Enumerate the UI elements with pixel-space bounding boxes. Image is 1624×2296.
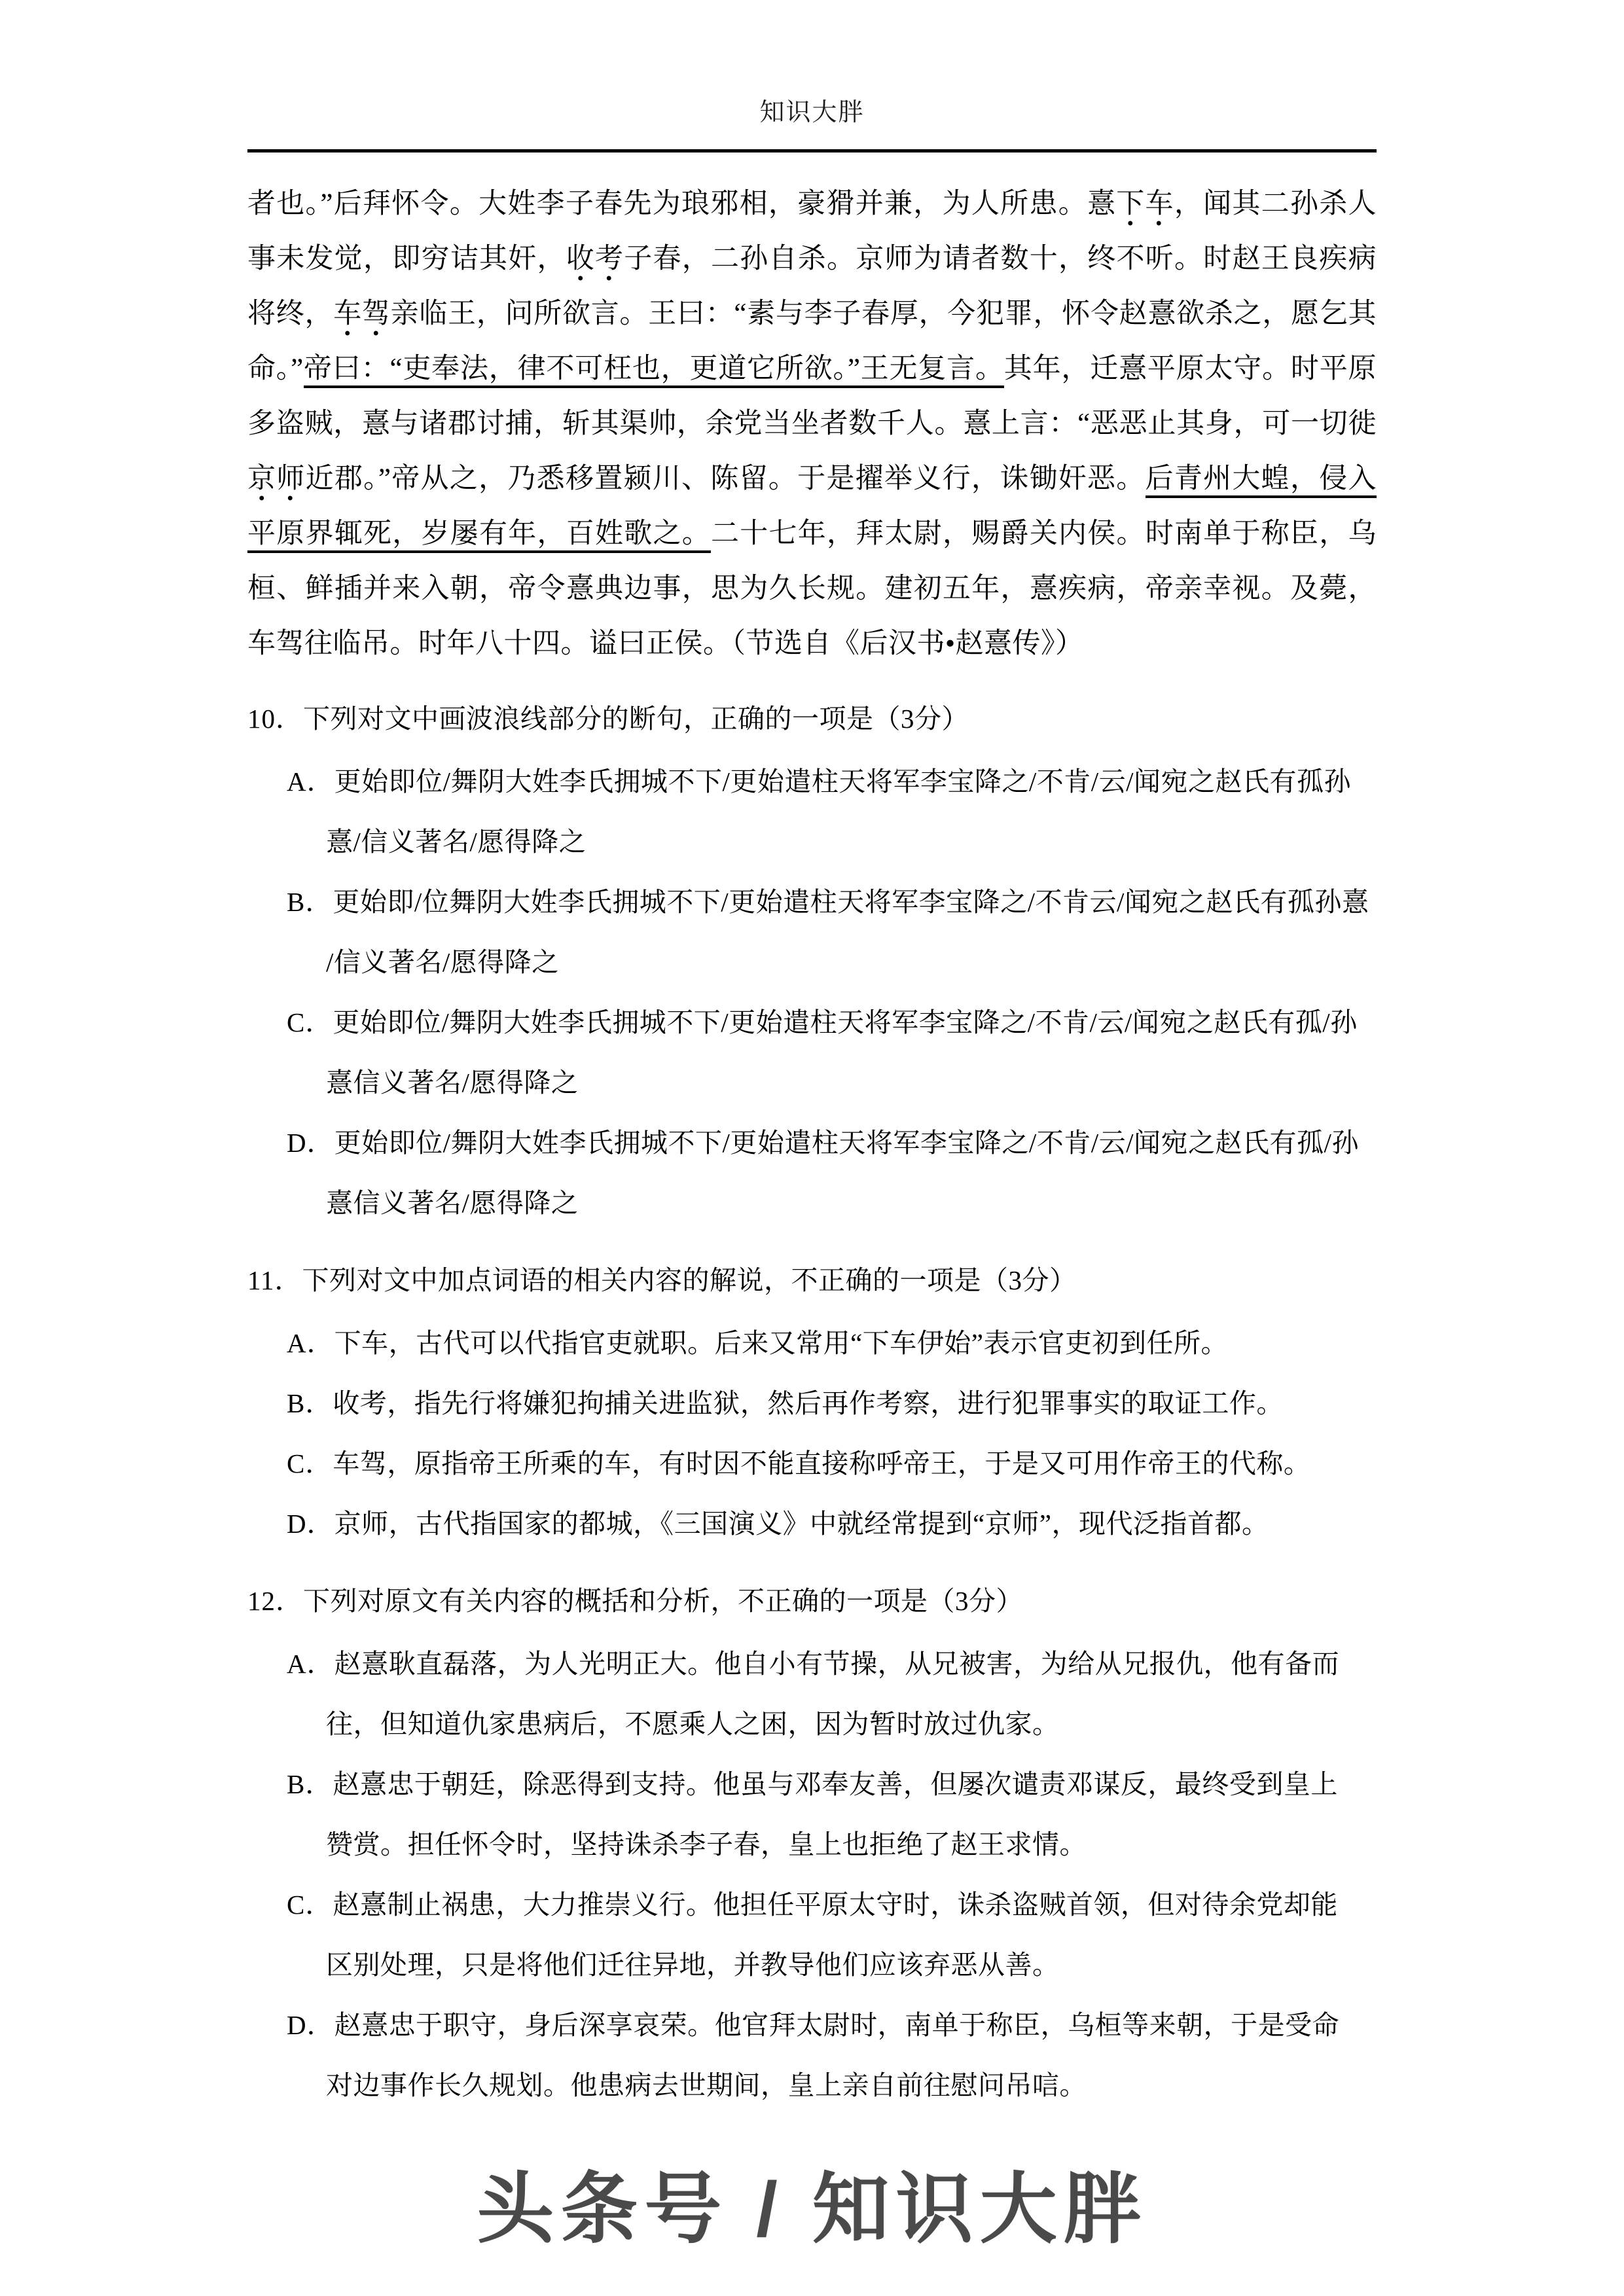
option-text: 往，但知道仇家患病后，不愿乘人之困，因为暂时放过仇家。 <box>326 1709 1060 1739</box>
question-number: 11． <box>247 1265 302 1295</box>
question-number: 10． <box>247 704 303 734</box>
option-label: B． <box>287 1769 333 1799</box>
option-text: 更始即位/舞阴大姓李氏拥城不下/更始遣柱天将军李宝降之/不肯/云/闻宛之赵氏有孤孙 <box>334 766 1352 797</box>
passage-text: 二十七年，拜太尉，赐爵关内侯。时南单于称臣，乌桓、鲜插并来入朝，帝令憙典边事，思为久长规。建初五年，憙疾病，帝亲幸视。及薨，车驾往临吊。时年八十四。谥曰正侯。（节选自《后汉书•赵憙传》） <box>247 518 1377 659</box>
watermark-text: 头条号 / 知识大胖 <box>477 2166 1147 2253</box>
option-label: D． <box>287 2010 334 2040</box>
option-text: 下车，古代可以代指官吏就职。后来又常用“下车伊始”表示官吏初到任所。 <box>334 1328 1229 1358</box>
underlined-clause: 后青州大蝗，侵入平原界辄死，岁屡有年，百姓歌之。 <box>247 463 1377 553</box>
option-label: B． <box>287 887 333 917</box>
answer-option-continuation[interactable] <box>247 932 1377 992</box>
question-stem <box>247 689 1377 749</box>
passage-text: 子春，二孙自杀。京师为请者数十，终不听。时赵王良疾病将终， <box>247 243 1377 329</box>
option-label: A． <box>287 766 334 797</box>
option-text: 车驾，原指帝王所乘的车，有时因不能直接称呼帝王，于是又可用作帝王的代称。 <box>333 1448 1311 1479</box>
option-text: 赵憙耿直磊落，为人光明正大。他自小有节操，从兄被害，为给从兄报仇，他有备而 <box>334 1649 1340 1679</box>
emphasized-term: 收考 <box>566 243 624 282</box>
passage-text: 者也。”后拜怀令。大姓李子春先为琅邪相，豪猾并兼，为人所患。憙 <box>247 188 1117 219</box>
answer-option-continuation[interactable] <box>247 812 1377 872</box>
option-label: C． <box>287 1448 333 1479</box>
answer-option[interactable] <box>247 992 1377 1052</box>
emphasized-term: 京师 <box>247 463 306 502</box>
question-number: 12． <box>247 1586 303 1616</box>
answer-option[interactable] <box>247 1874 1377 1935</box>
option-text: 赵憙忠于朝廷，除恶得到支持。他虽与邓奉友善，但屡次谴责邓谋反，最终受到皇上 <box>333 1769 1338 1799</box>
answer-option-continuation[interactable] <box>247 1935 1377 1995</box>
answer-option[interactable] <box>247 1995 1377 2055</box>
question-block <box>247 1571 1377 2115</box>
option-text: 憙信义著名/愿得降之 <box>326 1067 579 1098</box>
option-text: 憙/信义著名/愿得降之 <box>326 827 586 857</box>
option-text: 赵憙忠于职守，身后深享哀荣。他官拜太尉时，南单于称臣，乌桓等来朝，于是受命 <box>334 2010 1340 2040</box>
answer-option[interactable] <box>247 1373 1377 1433</box>
passage-text: 其年，迁憙平原太守。时平原多盗贼，憙与诸郡讨捕，斩其渠帅，余党当坐者数千人。憙上言：“恶恶止其身，可一切徙 <box>247 353 1377 439</box>
answer-option[interactable] <box>247 1494 1377 1554</box>
option-text: 对边事作长久规划。他患病去世期间，皇上亲自前往慰问吊唁。 <box>326 2070 1087 2100</box>
option-label: B． <box>287 1388 333 1418</box>
answer-option[interactable] <box>247 872 1377 932</box>
option-text: 收考，指先行将嫌犯拘捕关进监狱，然后再作考察，进行犯罪事实的取证工作。 <box>333 1388 1284 1418</box>
underlined-clause: 帝曰：“吏奉法，律不可枉也，更道它所欲。”王无复言。 <box>304 353 1004 388</box>
question-stem <box>247 1250 1377 1310</box>
option-label: C． <box>287 1890 333 1920</box>
option-label: A． <box>287 1649 334 1679</box>
passage-text: 近郡。”帝从之，乃悉移置颍川、陈留。于是擢举义行，诛锄奸恶。 <box>305 463 1146 494</box>
question-list <box>247 689 1377 2115</box>
header-title: 知识大胖 <box>759 99 865 126</box>
passage-text: 亲临王，问所欲言。王曰：“素与李子春厚，今犯罪，怀令赵憙欲杀之，愿乞其命。” <box>247 298 1377 384</box>
watermark <box>0 2147 1624 2258</box>
option-label: D． <box>287 1128 334 1158</box>
question-stem-text: 下列对原文有关内容的概括和分析，不正确的一项是（3分） <box>303 1586 1023 1616</box>
option-text: 赵憙制止祸患，大力推崇义行。他担任平原太守时，诛杀盗贼首领，但对待余党却能 <box>333 1890 1338 1920</box>
answer-option[interactable] <box>247 1113 1377 1173</box>
option-text: 更始即位/舞阴大姓李氏拥城不下/更始遣柱天将军李宝降之/不肯/云/闻宛之赵氏有孤/孙 <box>333 1007 1358 1037</box>
document-body <box>247 177 1377 2115</box>
question-stem-text: 下列对文中画波浪线部分的断句，正确的一项是（3分） <box>303 704 969 734</box>
answer-option-continuation[interactable] <box>247 1694 1377 1754</box>
emphasized-term: 下车 <box>1116 188 1174 227</box>
answer-option-continuation[interactable] <box>247 1173 1377 1233</box>
question-block <box>247 689 1377 1233</box>
page-header <box>247 98 1377 128</box>
question-stem <box>247 1571 1377 1631</box>
option-text: 京师，古代指国家的都城，《三国演义》中就经常提到“京师”，现代泛指首都。 <box>334 1509 1269 1539</box>
answer-option[interactable] <box>247 751 1377 812</box>
passage-text: ，闻其二孙杀人事未发觉，即穷诘其奸， <box>247 188 1377 274</box>
answer-option-continuation[interactable] <box>247 1814 1377 1874</box>
option-text: 憙信义著名/愿得降之 <box>326 1188 579 1218</box>
option-text: 更始即位/舞阴大姓李氏拥城不下/更始遣柱天将军李宝降之/不肯/云/闻宛之赵氏有孤/孙 <box>334 1128 1359 1158</box>
header-divider <box>247 149 1377 152</box>
question-stem-text: 下列对文中加点词语的相关内容的解说，不正确的一项是（3分） <box>302 1265 1077 1295</box>
option-label: C． <box>287 1007 333 1037</box>
option-label: D． <box>287 1509 334 1539</box>
option-text: 更始即/位舞阴大姓李氏拥城不下/更始遣柱天将军李宝降之/不肯云/闻宛之赵氏有孤孙憙 <box>333 887 1369 917</box>
answer-option-continuation[interactable] <box>247 1052 1377 1113</box>
answer-option[interactable] <box>247 1433 1377 1494</box>
emphasized-term: 车驾 <box>333 298 390 337</box>
option-text: 赞赏。担任怀令时，坚持诛杀李子春，皇上也拒绝了赵王求情。 <box>326 1829 1087 1859</box>
question-block <box>247 1250 1377 1554</box>
answer-option[interactable] <box>247 1634 1377 1694</box>
option-text: 区别处理，只是将他们迁往异地，并教导他们应该弃恶从善。 <box>326 1950 1060 1980</box>
answer-option[interactable] <box>247 1313 1377 1373</box>
passage-paragraph <box>247 177 1377 672</box>
answer-option-continuation[interactable] <box>247 2055 1377 2115</box>
answer-option[interactable] <box>247 1754 1377 1814</box>
option-label: A． <box>287 1328 334 1358</box>
option-text: /信义著名/愿得降之 <box>326 947 559 977</box>
